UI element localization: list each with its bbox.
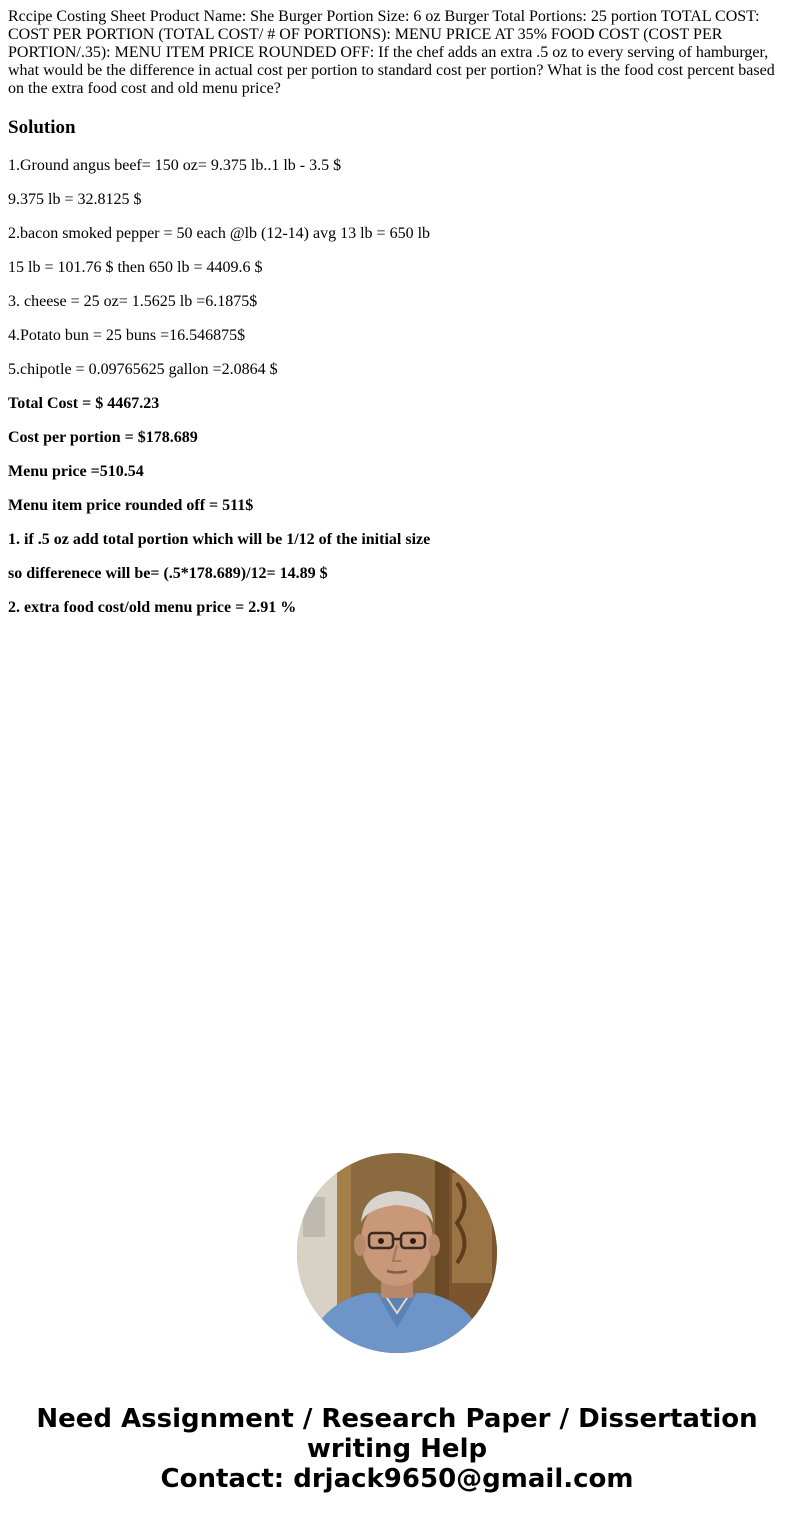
total-cost-line: Total Cost = $ 4467.23 — [8, 395, 160, 412]
answer-line: so differenece will be= (.5*178.689)/12= 14.89 $ — [8, 565, 328, 582]
menu-price-rounded-line: Menu item price rounded off = 511$ — [8, 497, 254, 514]
solution-line: 9.375 lb = 32.8125 $ — [8, 191, 142, 208]
solution-line: 15 lb = 101.76 $ then 650 lb = 4409.6 $ — [8, 259, 263, 276]
answer-line: 1. if .5 oz add total portion which will be 1/12 of the initial size — [8, 531, 431, 548]
solution-heading: Solution — [8, 117, 76, 138]
solution-line: 1.Ground angus beef= 150 oz= 9.375 lb..1 lb - 3.5 $ — [8, 157, 342, 174]
solution-line: 5.chipotle = 0.09765625 gallon =2.0864 $ — [8, 361, 278, 378]
avatar — [297, 1153, 497, 1353]
footer-line: Need Assignment / Research Paper / Dissertation — [36, 1404, 758, 1434]
footer-line: writing Help — [306, 1434, 488, 1464]
solution-line: 2.bacon smoked pepper = 50 each @lb (12-14) avg 13 lb = 650 lb — [8, 225, 431, 242]
question-text: Rccipe Costing Sheet Product Name: She Burger Portion Size: 6 oz Burger Total Portions: 25 portion TOTAL COST: COST PER PORTION (TOTAL COST/ # OF PORTIONS): MENU PRICE AT 35% FOOD COST (COST PER PORTION/.35): MENU ITEM PRICE ROUNDED OFF: If the chef adds an extra .5 oz to every serving of hamburger, what would be the difference in actual cost per portion to standard cost per portion? What is the food cost percent based on the extra food cost and old menu price? — [8, 8, 775, 97]
menu-price-line: Menu price =510.54 — [8, 463, 144, 480]
footer-banner — [0, 1404, 794, 1494]
cost-per-portion-line: Cost per portion = $178.689 — [8, 429, 198, 446]
solution-line: 3. cheese = 25 oz= 1.5625 lb =6.1875$ — [8, 293, 258, 310]
solution-line: 4.Potato bun = 25 buns =16.546875$ — [8, 327, 246, 344]
avatar-portrait — [297, 1153, 497, 1353]
footer-contact: Contact: drjack9650@gmail.com — [160, 1464, 634, 1494]
answer-line: 2. extra food cost/old menu price = 2.91 % — [8, 599, 297, 616]
